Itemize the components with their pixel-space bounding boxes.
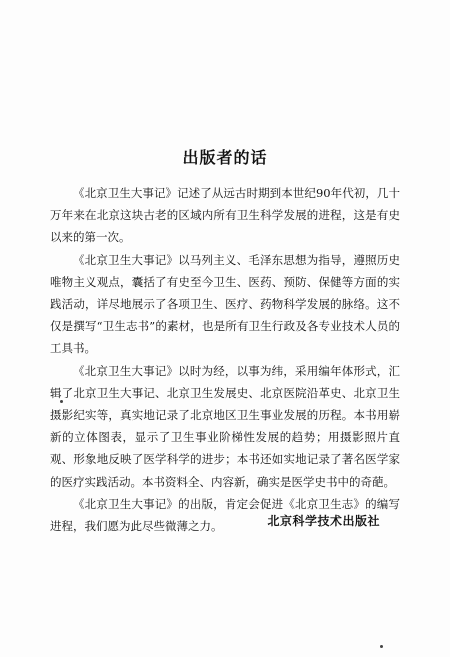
paragraph: 《北京卫生大事记》的出版，肯定会促进《北京卫生志》的编写进程，我们愿为此尽些微薄之力。 (50, 496, 400, 534)
paragraph: 《北京卫生大事记》记述了从远古时期到本世纪90年代初，几十万年来在北京这块古老的区域内所有卫生科学发展的进程，这是有史以来的第一次。 (50, 186, 400, 245)
scan-speck (60, 400, 63, 403)
paragraph: 《北京卫生大事记》以马列主义、毛泽东思想为指导，遵照历史唯物主义观点，囊括了有史至今卫生、医药、预防、保健等方面的实践活动，详尽地展示了各项卫生、医疗、药物科学发展的脉络。这不仅是撰写“卫生志书”的素材，也是所有卫生行政及各专业技术人员的工具书。 (50, 252, 400, 356)
paragraph: 《北京卫生大事记》以时为经，以事为纬，采用编年体形式，汇辑了北京卫生大事记、北京卫生发展史、北京医院沿革史、北京卫生摄影纪实等，真实地记录了北京地区卫生事业发展的历程。本书用崭新的立体图表，显示了卫生事业阶梯性发展的趋势；用摄影照片直观、形象地反映了医学科学的进步；本书还如实地记录了著名医学家的医疗实践活动。本书资料全、内容新，确实是医学史书中的奇葩。 (50, 363, 400, 489)
scan-speck (380, 645, 383, 648)
publisher-signature: 北京科学技术出版社 (267, 514, 380, 528)
page-title: 出版者的话 (182, 148, 268, 167)
document-body (50, 182, 400, 537)
